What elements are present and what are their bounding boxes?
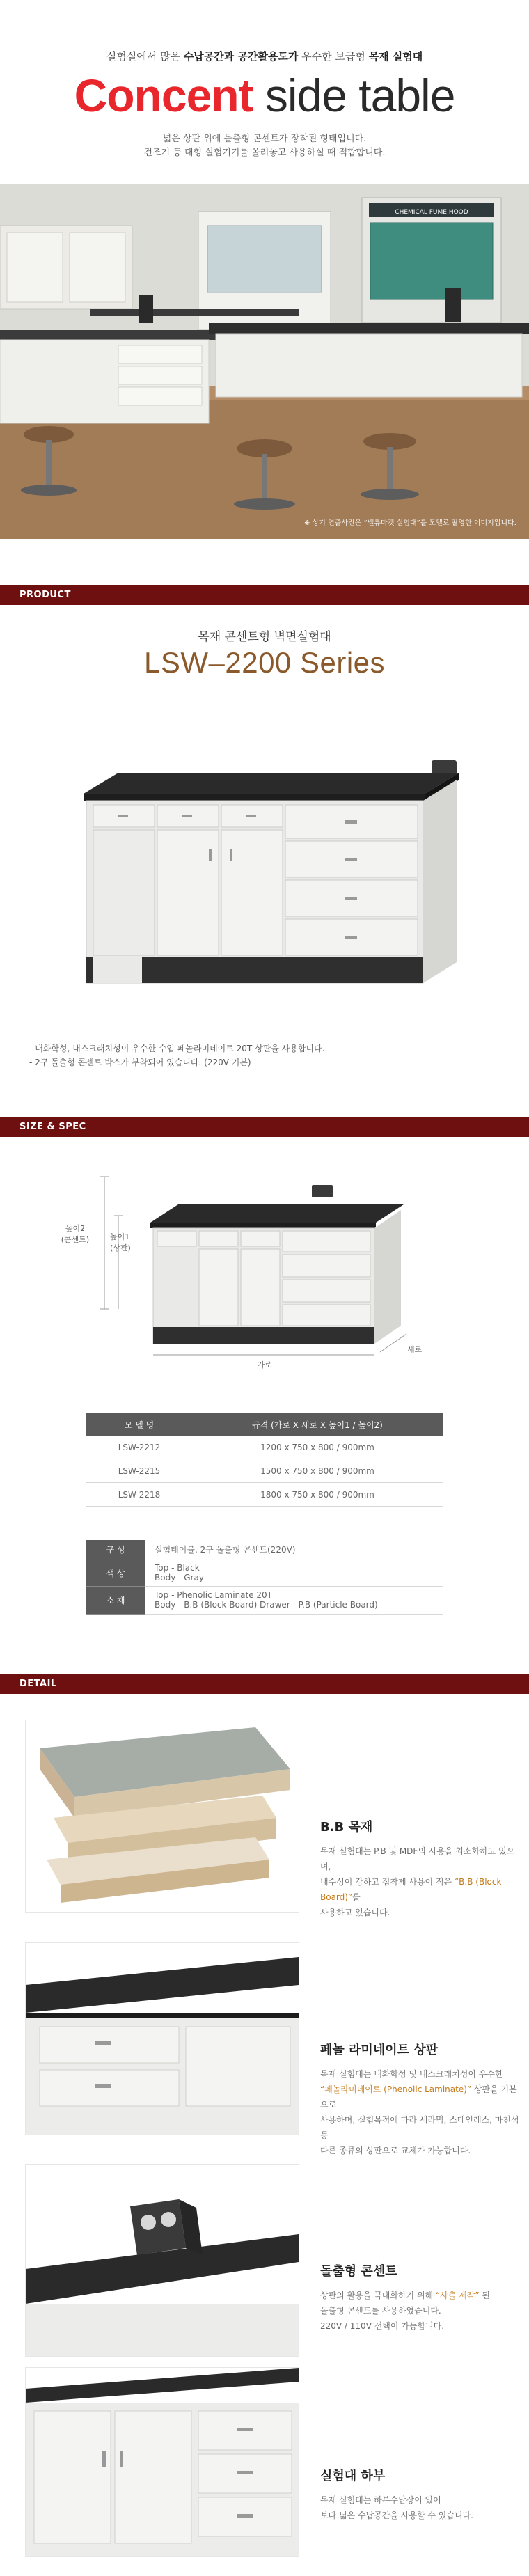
detail-wood-highlight: “B.B (Block Board)” [320,1877,502,1902]
hero-description-2: 건조기 등 대형 실험기기를 올려놓고 사용하실 때 적합합니다. [143,148,386,158]
comp-color-line-2: Body - Gray [155,1573,204,1582]
detail-cabinet-line-1: 목재 실험대는 하부수납장이 있어 [320,2495,441,2505]
product-bullet-1: - 내화학성, 내스크래치성이 우수한 수입 페놀라미네이트 20T 상판을 사용합니다. [29,1044,325,1053]
spec-table-header-row [86,1413,443,1436]
detail-outlet-line-1-tail: 된 [479,2291,491,2300]
detail-text-outlet [320,2288,522,2334]
lab-photo [0,184,529,539]
detail-top-line-4: 다른 종류의 상판으로 교체가 가능합니다. [320,2146,471,2155]
comp-material-line-2: Body - B.B (Block Board) Drawer - P.B (Particle Board) [155,1600,378,1610]
detail-cabinet-line-2: 보다 넓은 수납공간을 사용할 수 있습니다. [320,2511,473,2520]
dim-label-height1: 높이1 [110,1232,130,1241]
spec-cell-model: LSW-2215 [86,1459,192,1483]
table-row [86,1540,443,1560]
cabinet-illustration [26,2368,299,2556]
photo-caption: ※ 상기 연출사진은 “밸류마켓 실험대”를 모델로 촬영한 이미지입니다. [304,519,516,527]
comp-value-composition: 실험테이블, 2구 돌출형 콘센트(220V) [145,1540,443,1560]
dimension-diagram [56,1149,473,1379]
detail-outlet-line-1 [320,2288,522,2303]
table-row [86,1459,443,1483]
spec-header-size: 규격 (가로 X 세로 X 높이1 / 높이2) [192,1413,443,1436]
lab-bench-illustration [70,745,459,996]
detail-wood-line-1: 목재 실험대는 P.B 및 MDF의 사용을 최소화하고 있으며, [320,1846,515,1871]
detail-wood-line-2-text: 내수성이 강하고 접착제 사용이 적은 [320,1877,455,1887]
table-row [86,1483,443,1507]
detail-title-cabinet: 실험대 하부 [320,2469,386,2483]
dim-label-height2-sub: (콘센트) [61,1235,90,1244]
spec-cell-size: 1800 x 750 x 800 / 900mm [192,1483,443,1507]
comp-color-line-1: Top - Black [155,1563,200,1573]
detail-title-wood: B.B 목재 [320,1820,373,1835]
spec-cell-size: 1200 x 750 x 800 / 900mm [192,1436,443,1459]
comp-value-material [145,1586,443,1614]
product-bench-image [70,745,459,996]
wood-layers-illustration [26,1720,299,1912]
detail-top-line-3: 사용하며, 실험목적에 따라 세라믹, 스테인레스, 마천석 등 [320,2115,519,2140]
section-bar-size-spec: SIZE & SPEC [0,1117,529,1137]
detail-top-line-2-tail: 상판을 기본으로 [320,2084,517,2110]
detail-title-outlet: 돌출형 콘센트 [320,2264,397,2279]
spec-cell-model: LSW-2212 [86,1436,192,1459]
detail-top-highlight: “페놀라미네이트 (Phenolic Laminate)” [320,2084,472,2094]
detail-outlet-line-3: 220V / 110V 선택이 가능합니다. [320,2321,445,2331]
comp-label-composition: 구 성 [86,1540,145,1560]
detail-top-line-1: 목재 실험대는 내화학성 및 내스크래치성이 우수한 [320,2069,503,2079]
fume-hood-label: CHEMICAL FUME HOOD [395,209,468,216]
hero-title [0,67,529,124]
phenolic-top-illustration [26,1943,299,2135]
product-subtitle: 목재 콘센트형 벽면실험대 [198,630,331,644]
hero-subtitle [0,49,529,63]
detail-text-top [320,2066,522,2158]
spec-table [86,1413,443,1507]
detail-outlet-line-2: 돌출형 콘센트를 사용하였습니다. [320,2306,441,2316]
detail-title-top: 페놀 라미네이트 상판 [320,2043,439,2057]
detail-image-cabinet [25,2367,299,2557]
detail-image-wood [25,1720,299,1913]
hero-description-1: 넓은 상판 위에 돌출형 콘센트가 장착된 형태입니다. [162,134,367,144]
detail-text-cabinet [320,2492,522,2523]
table-row [86,1436,443,1459]
hero-sub-highlight-1: 수납공간과 공간활용도가 [183,50,299,63]
detail-top-line-2 [320,2082,522,2112]
detail-text-wood [320,1844,522,1920]
composition-table [86,1540,443,1615]
detail-wood-line-2-tail: 를 [352,1892,361,1902]
hero-sub-text-1: 실험실에서 많은 [106,50,184,63]
detail-image-top [25,1942,299,2135]
hero-title-red: Concent [74,70,253,121]
dim-label-height1-sub: (상판) [110,1243,131,1252]
table-row [86,1560,443,1586]
outlet-illustration [26,2165,299,2356]
section-bar-detail: DETAIL [0,1674,529,1694]
spec-header-model: 모 델 명 [86,1413,192,1436]
product-title: LSW–2200 Series [143,646,386,679]
detail-outlet-line-1-text: 상판의 활용을 극대화하기 위해 [320,2291,436,2300]
hero-sub-text-2: 우수한 보급형 [298,50,369,63]
hero-sub-highlight-2: 목재 실험대 [368,50,423,63]
detail-wood-line-2 [320,1874,522,1905]
detail-image-outlet [25,2164,299,2357]
spec-cell-size: 1500 x 750 x 800 / 900mm [192,1459,443,1483]
detail-wood-line-3: 사용하고 있습니다. [320,1908,390,1917]
section-bar-product: PRODUCT [0,585,529,605]
detail-outlet-highlight: “사출 제작” [435,2291,480,2300]
comp-label-color: 색 상 [86,1560,145,1586]
dim-label-height2: 높이2 [65,1224,86,1233]
spec-cell-model: LSW-2218 [86,1483,192,1507]
hero-title-dark: side table [253,70,455,121]
product-bullet-2: - 2구 돌출형 콘센트 박스가 부착되어 있습니다. (220V 기본) [29,1058,251,1067]
dimension-illustration [56,1149,473,1379]
comp-material-line-1: Top - Phenolic Laminate 20T [155,1590,272,1600]
comp-label-material: 소 재 [86,1586,145,1614]
dim-label-depth: 세로 [407,1345,423,1354]
lab-scene-illustration [0,184,529,539]
comp-value-color [145,1560,443,1586]
dim-label-width: 가로 [257,1360,272,1369]
table-row [86,1586,443,1614]
